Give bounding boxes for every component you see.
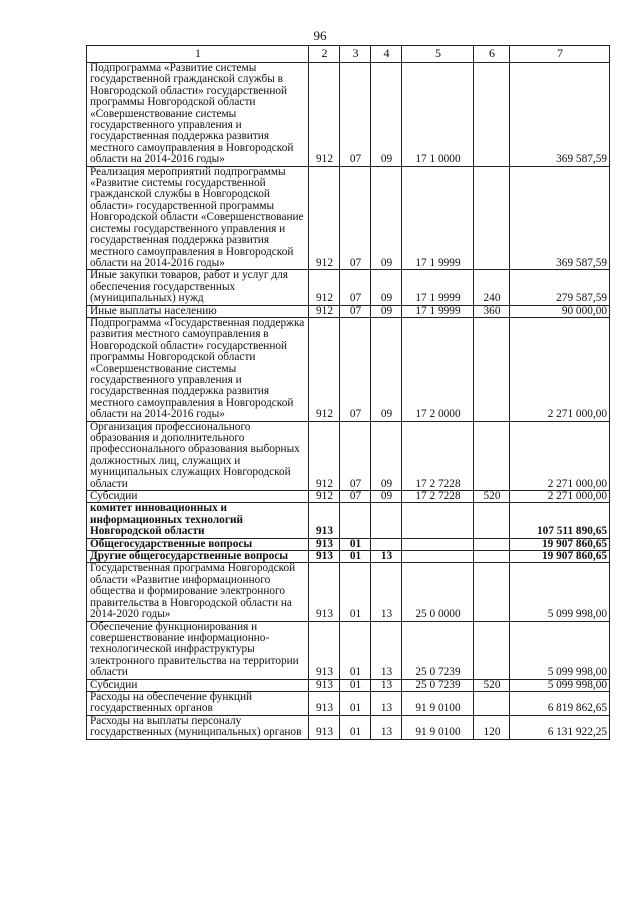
code-target-cell: 17 2 7228 — [402, 421, 474, 490]
amount-cell: 369 587,59 — [510, 166, 610, 270]
code-subsection-cell: 13 — [371, 563, 402, 621]
table-row — [87, 491, 610, 503]
code-subsection-cell: 09 — [371, 421, 402, 490]
code-section-cell: 01 — [340, 679, 371, 691]
code-ministry-cell: 912 — [309, 166, 340, 270]
code-expense-type-cell: 520 — [474, 491, 510, 503]
row-name-cell: Иные закупки товаров, работ и услуг для обеспечения государственных (муниципальных) нужд — [87, 270, 309, 305]
column-header: 5 — [402, 46, 474, 63]
code-section-cell: 01 — [340, 538, 371, 550]
table-row — [87, 166, 610, 270]
code-expense-type-cell: 520 — [474, 679, 510, 691]
amount-cell: 2 271 000,00 — [510, 491, 610, 503]
code-subsection-cell: 13 — [371, 715, 402, 739]
code-ministry-cell: 912 — [309, 421, 340, 490]
code-target-cell: 25 0 7239 — [402, 679, 474, 691]
row-name-cell: Подпрограмма «Развитие системы государственной гражданской службы в Новгородской области» государственной программы Новгородской области «Совершенствование системы государственного управления и государственная поддержка развития местного самоуправления в Новгородской области на 2014-2016 годы» — [87, 63, 309, 167]
code-ministry-cell: 913 — [309, 691, 340, 715]
code-target-cell — [402, 551, 474, 563]
code-subsection-cell: 09 — [371, 305, 402, 317]
code-expense-type-cell: 240 — [474, 270, 510, 305]
code-target-cell: 25 0 0000 — [402, 563, 474, 621]
code-target-cell: 91 9 0100 — [402, 715, 474, 739]
table-row — [87, 551, 610, 563]
code-section-cell: 07 — [340, 305, 371, 317]
table-header-row — [87, 46, 610, 63]
code-subsection-cell: 09 — [371, 491, 402, 503]
table-row — [87, 270, 610, 305]
code-expense-type-cell — [474, 551, 510, 563]
code-section-cell: 07 — [340, 421, 371, 490]
column-header: 3 — [340, 46, 371, 63]
code-expense-type-cell — [474, 621, 510, 679]
code-subsection-cell: 09 — [371, 270, 402, 305]
row-name-cell: Расходы на обеспечение функций государственных органов — [87, 691, 309, 715]
code-target-cell: 17 1 9999 — [402, 166, 474, 270]
column-header: 6 — [474, 46, 510, 63]
amount-cell: 107 511 890,65 — [510, 503, 610, 538]
code-target-cell — [402, 538, 474, 550]
table-row — [87, 563, 610, 621]
amount-cell: 2 271 000,00 — [510, 421, 610, 490]
table-row — [87, 538, 610, 550]
code-ministry-cell: 913 — [309, 538, 340, 550]
code-expense-type-cell — [474, 421, 510, 490]
row-name-cell: Иные выплаты населению — [87, 305, 309, 317]
code-target-cell: 91 9 0100 — [402, 691, 474, 715]
column-header: 4 — [371, 46, 402, 63]
code-section-cell: 01 — [340, 691, 371, 715]
code-expense-type-cell — [474, 538, 510, 550]
code-target-cell: 17 1 9999 — [402, 305, 474, 317]
code-ministry-cell: 913 — [309, 621, 340, 679]
table-row — [87, 621, 610, 679]
table-row — [87, 691, 610, 715]
code-ministry-cell: 912 — [309, 491, 340, 503]
amount-cell: 6 819 862,65 — [510, 691, 610, 715]
code-section-cell: 07 — [340, 166, 371, 270]
code-expense-type-cell — [474, 63, 510, 167]
column-header: 2 — [309, 46, 340, 63]
code-target-cell: 25 0 7239 — [402, 621, 474, 679]
row-name-cell: Субсидии — [87, 491, 309, 503]
table-row — [87, 679, 610, 691]
code-section-cell: 07 — [340, 491, 371, 503]
amount-cell: 19 907 860,65 — [510, 551, 610, 563]
amount-cell: 2 271 000,00 — [510, 317, 610, 421]
code-expense-type-cell — [474, 691, 510, 715]
table-row — [87, 715, 610, 739]
code-target-cell: 17 1 0000 — [402, 63, 474, 167]
code-subsection-cell: 13 — [371, 551, 402, 563]
budget-table — [86, 45, 610, 740]
code-expense-type-cell: 120 — [474, 715, 510, 739]
code-target-cell — [402, 503, 474, 538]
column-header: 7 — [510, 46, 610, 63]
code-expense-type-cell: 360 — [474, 305, 510, 317]
amount-cell: 6 131 922,25 — [510, 715, 610, 739]
amount-cell: 369 587,59 — [510, 63, 610, 167]
amount-cell: 279 587,59 — [510, 270, 610, 305]
code-section-cell: 07 — [340, 63, 371, 167]
code-section-cell: 07 — [340, 317, 371, 421]
code-section-cell: 01 — [340, 715, 371, 739]
row-name-cell: комитет инновационных и информационных технологий Новгородской области — [87, 503, 309, 538]
amount-cell: 5 099 998,00 — [510, 621, 610, 679]
code-expense-type-cell — [474, 166, 510, 270]
code-target-cell: 17 2 0000 — [402, 317, 474, 421]
code-ministry-cell: 912 — [309, 63, 340, 167]
code-ministry-cell: 912 — [309, 305, 340, 317]
row-name-cell: Организация профессионального образования и дополнительного профессионального образования выборных должностных лиц, служащих и муниципальных служащих Новгородской области — [87, 421, 309, 490]
code-expense-type-cell — [474, 317, 510, 421]
code-subsection-cell — [371, 538, 402, 550]
table-row — [87, 421, 610, 490]
code-ministry-cell: 913 — [309, 563, 340, 621]
code-expense-type-cell — [474, 563, 510, 621]
code-section-cell: 01 — [340, 621, 371, 679]
code-section-cell: 01 — [340, 551, 371, 563]
code-subsection-cell — [371, 503, 402, 538]
row-name-cell: Реализация мероприятий подпрограммы «Развитие системы государственной гражданской службы в Новгородской области» государственной программы Новгородской области «Совершенствование системы государственного управления и государственная поддержка развития местного самоуправления в Новгородской области на 2014-2016 годы» — [87, 166, 309, 270]
code-section-cell: 07 — [340, 270, 371, 305]
code-section-cell: 01 — [340, 563, 371, 621]
row-name-cell: Другие общегосударственные вопросы — [87, 551, 309, 563]
code-subsection-cell: 09 — [371, 317, 402, 421]
row-name-cell: Подпрограмма «Государственная поддержка развития местного самоуправления в Новгородской области» государственной программы Новгородской области «Совершенствование системы государственного управления и государственная поддержка развития местного самоуправления в Новгородской области на 2014-2016 годы» — [87, 317, 309, 421]
amount-cell: 90 000,00 — [510, 305, 610, 317]
code-target-cell: 17 2 7228 — [402, 491, 474, 503]
amount-cell: 19 907 860,65 — [510, 538, 610, 550]
code-target-cell: 17 1 9999 — [402, 270, 474, 305]
code-subsection-cell: 13 — [371, 691, 402, 715]
table-body — [87, 63, 610, 740]
row-name-cell: Государственная программа Новгородской области «Развитие информационного общества и формирование электронного правительства в Новгородской области на 2014-2020 годы» — [87, 563, 309, 621]
code-ministry-cell: 913 — [309, 679, 340, 691]
code-ministry-cell: 913 — [309, 551, 340, 563]
code-ministry-cell: 912 — [309, 270, 340, 305]
code-subsection-cell: 09 — [371, 63, 402, 167]
row-name-cell: Общегосударственные вопросы — [87, 538, 309, 550]
code-subsection-cell: 09 — [371, 166, 402, 270]
code-ministry-cell: 913 — [309, 715, 340, 739]
table-row — [87, 317, 610, 421]
table-row — [87, 305, 610, 317]
amount-cell: 5 099 998,00 — [510, 563, 610, 621]
table-row — [87, 503, 610, 538]
amount-cell: 5 099 998,00 — [510, 679, 610, 691]
code-subsection-cell: 13 — [371, 621, 402, 679]
row-name-cell: Расходы на выплаты персоналу государственных (муниципальных) органов — [87, 715, 309, 739]
code-ministry-cell: 912 — [309, 317, 340, 421]
table-row — [87, 63, 610, 167]
code-section-cell — [340, 503, 371, 538]
row-name-cell: Субсидии — [87, 679, 309, 691]
code-ministry-cell: 913 — [309, 503, 340, 538]
page-number: 96 — [313, 28, 327, 43]
column-header: 1 — [87, 46, 309, 63]
row-name-cell: Обеспечение функционирования и совершенствование информационно-технологической инфраструктуры электронного правительства на территории области — [87, 621, 309, 679]
code-expense-type-cell — [474, 503, 510, 538]
code-subsection-cell: 13 — [371, 679, 402, 691]
